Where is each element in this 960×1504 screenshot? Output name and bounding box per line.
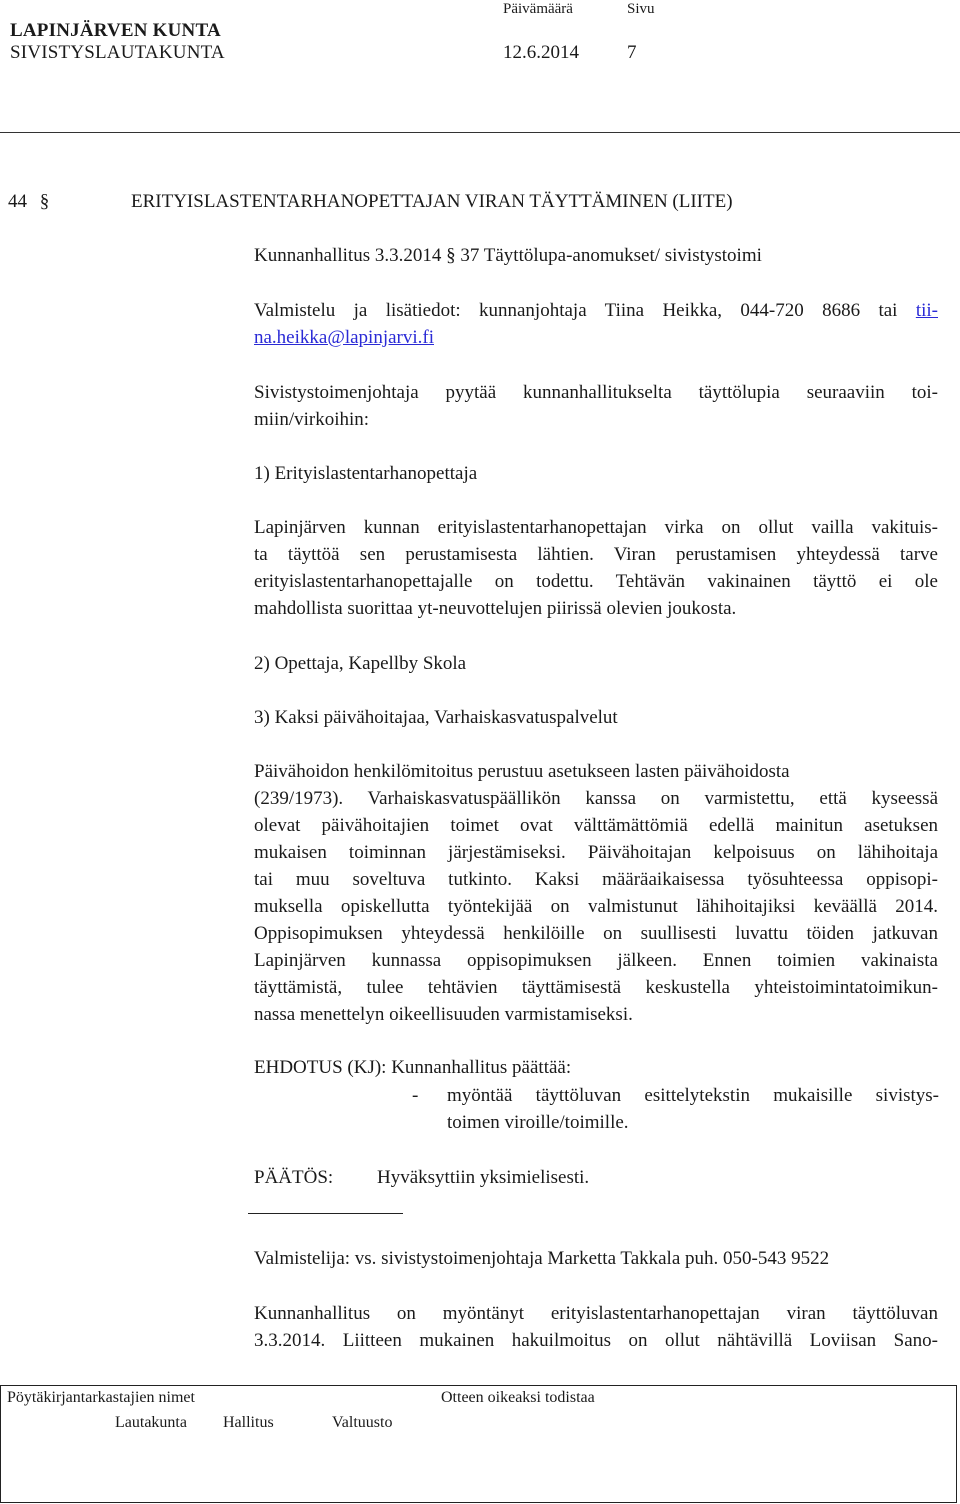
paragraph-symbol: § [446, 245, 456, 266]
closing-paragraph: Kunnanhallitus on myöntänyt erityislastentarhanopettajan viran täyttöluvan 3.3.2014. Liitteen mukainen hakuilmoitus on ollut nähtävillä Loviisan Sano- [254, 1303, 938, 1351]
board-label: Hallitus [223, 1414, 274, 1431]
item1-paragraph: Lapinjärven kunnan erityislastentarhanopettajan virka on ollut vailla vakituis- ta täyttöä sen perustamisesta lähtien. Viran perustamisen yhteydessä tarve erityislastentarhanopettajalle on todettu. Tehtävän vakinainen täyttö ei ole mahdollista suorittaa yt-neuvottelujen piirissä olevien joukosta. [254, 517, 938, 619]
paragraph-symbol: § [39, 191, 50, 212]
email-link-part2[interactable]: na.heikka@lapinjarvi.fi [254, 327, 434, 348]
page-number: 7 [627, 42, 637, 63]
proposal-text: myöntää täyttöluvan esittelytekstin mukaisille sivistys- toimen viroille/toimille. [447, 1085, 939, 1133]
preparer-line: Valmistelija: vs. sivistystoimenjohtaja Marketta Takkala puh. 050-543 9522 [254, 1248, 830, 1269]
proposal-dash: - [412, 1085, 419, 1106]
proposal-label: EHDOTUS (KJ): Kunnanhallitus päättää: [254, 1057, 572, 1078]
board-name: SIVISTYSLAUTAKUNTA [10, 42, 225, 63]
reference-line: Kunnanhallitus 3.3.2014 § 37 Täyttölupa-anomukset/ sivistystoimi [254, 245, 762, 266]
prep-contact: Valmistelu ja lisätiedot: kunnanjohtaja Tiina Heikka, 044-720 8686 tai tii- na.heikka@lapinjarvi.fi [254, 300, 938, 348]
request-paragraph: Sivistystoimenjohtaja pyytää kunnanhallitukselta täyttölupia seuraaviin toi- miin/virkoihin: [254, 382, 938, 430]
reviewers-label: Pöytäkirjantarkastajien nimet [7, 1389, 195, 1406]
section-number: 44 § [8, 191, 50, 212]
signature-line [248, 1213, 403, 1214]
page-label: Sivu [627, 1, 655, 17]
item3-paragraph: Päivähoidon henkilömitoitus perustuu asetukseen lasten päivähoidosta (239/1973). Varhaiskasvatuspäällikön kanssa on varmistettu, että kyseessä olevat päivähoitajien toimet ovat välttämättömiä edellä mainitun asetuksen mukaisen toiminnan järjestämiseksi. Päivähoitajan kelpoisuus on lähihoitaja tai muu soveltuva tutkinto. Kaksi määräaikaisessa työsuhteessa oppisopi- muksella opiskellutta työntekijää on valmistunut lähihoitajiksi keväällä 2014. Oppisopimuksen yhteydessä henkilöille on suullisesti luvattu töiden jatkuvan Lapinjärven kunnassa oppisopimuksen jälkeen. Ennen toimien vakinaista täyttämistä, tulee tehtävien täyttämisestä keskustella yhteistoimintatoimikun- nassa menettelyn oikeellisuuden varmistamiseksi. [254, 761, 938, 1025]
item3-heading: 3) Kaksi päivähoitajaa, Varhaiskasvatuspalvelut [254, 707, 618, 728]
committee-label: Lautakunta [115, 1414, 187, 1431]
decision-label: PÄÄTÖS: [254, 1167, 334, 1188]
item1-heading: 1) Erityislastentarhanopettaja [254, 463, 478, 484]
section-title: ERITYISLASTENTARHANOPETTAJAN VIRAN TÄYTTÄMINEN (LIITE) [131, 191, 733, 212]
certified-label: Otteen oikeaksi todistaa [441, 1389, 595, 1406]
decision-text: Hyväksyttiin yksimielisesti. [377, 1167, 590, 1188]
council-label: Valtuusto [332, 1414, 393, 1431]
org-name: LAPINJÄRVEN KUNTA [10, 20, 221, 41]
item2-heading: 2) Opettaja, Kapellby Skola [254, 653, 467, 674]
meeting-date: 12.6.2014 [503, 42, 579, 63]
date-label: Päivämäärä [503, 1, 573, 17]
header-divider [0, 132, 960, 133]
email-link-part1[interactable]: tii- [915, 300, 938, 321]
footer-signature-box [0, 1385, 957, 1503]
